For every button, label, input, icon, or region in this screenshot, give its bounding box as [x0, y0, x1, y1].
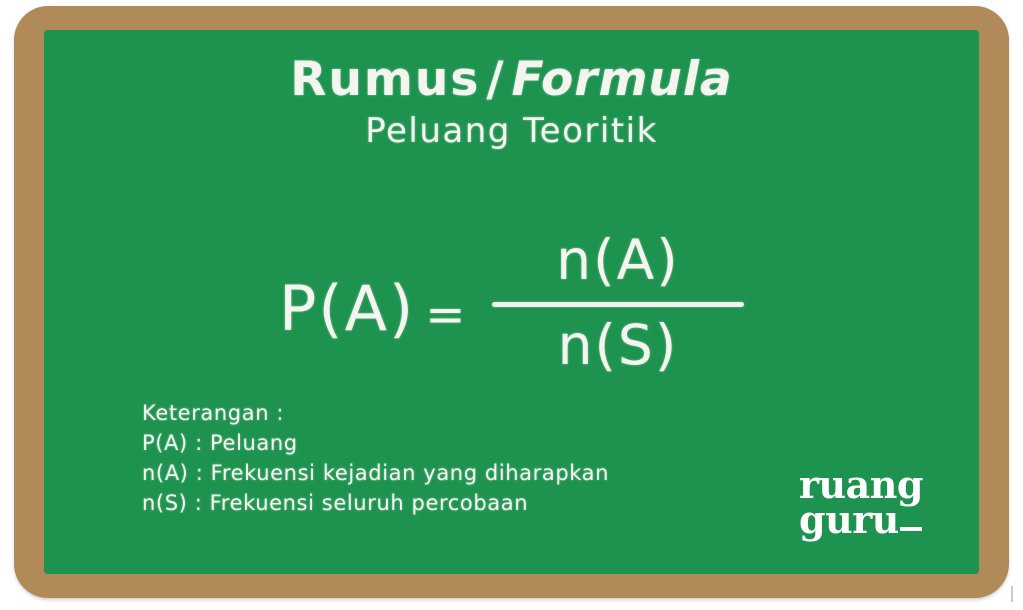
- logo-underscore-mark: [900, 527, 922, 531]
- title-separator: /: [486, 52, 506, 107]
- page-title: [290, 52, 732, 107]
- logo-line-guru: [799, 497, 923, 543]
- board-green-surface: [44, 30, 979, 574]
- title-part-formula: Formula: [511, 52, 733, 107]
- corner-mark: [1011, 586, 1013, 602]
- title-part-rumus: Rumus: [290, 52, 481, 107]
- fraction-denominator: n(S): [557, 313, 679, 377]
- fraction-bar: [492, 302, 744, 307]
- logo-line-guru-text: guru: [799, 497, 899, 543]
- formula-block: [44, 226, 979, 375]
- legend-heading: Keterangan :: [142, 401, 285, 425]
- board-wooden-frame: [14, 6, 1009, 598]
- formula-fraction: [492, 228, 744, 377]
- legend-block: [142, 398, 609, 518]
- title-block: [44, 52, 979, 151]
- fraction-numerator: n(A): [556, 228, 680, 292]
- ruangguru-logo: [799, 462, 923, 543]
- formula-equals-sign: =: [425, 286, 466, 343]
- legend-item-pa: P(A) : Peluang: [142, 431, 298, 455]
- logo-line-ruang: ruang: [799, 462, 923, 508]
- page-subtitle: Peluang Teoritik: [365, 111, 658, 151]
- legend-item-ns: n(S) : Frekuensi seluruh percobaan: [142, 491, 529, 515]
- legend-item-na: n(A) : Frekuensi kejadian yang diharapkan: [142, 461, 610, 485]
- formula-left-term: P(A): [279, 272, 416, 345]
